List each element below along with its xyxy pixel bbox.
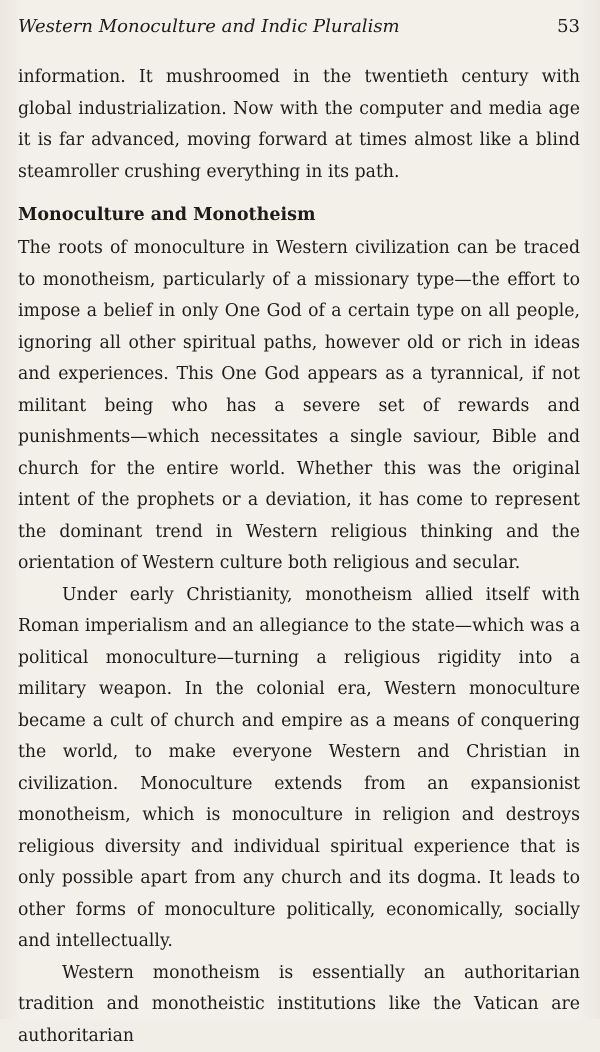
running-title: Western Monoculture and Indic Pluralism <box>18 12 400 42</box>
section-heading: Monoculture and Monotheism <box>18 200 580 231</box>
body-text <box>18 62 580 1052</box>
paragraph-western-monotheism: Western monotheism is essentially an authoritarian tradition and monotheistic institutions like the Vatican are authoritarian <box>18 958 580 1052</box>
paragraph-roots-of-monoculture: The roots of monoculture in Western civilization can be traced to monotheism, particularly of a missionary type—the effort to impose a belief in only One God of a certain type on all people, ignoring all other spiritual paths, however old or rich in ideas and experiences. This One God appears as a tyrannical, if not militant being who has a severe set of rewards and punishments—which necessitates a single saviour, Bible and church for the entire world. Whether this was the original intent of the prophets or a deviation, it has come to represent the dominant trend in Western religious thinking and the orientation of Western culture both religious and secular. <box>18 233 580 580</box>
opening-paragraph: information. It mushroomed in the twentieth century with global industrialization. Now with the computer and media age it is far advanced, moving forward at times almost like a blind steamroller crushing everything in its path. <box>18 62 580 188</box>
page-number: 53 <box>557 12 580 42</box>
running-header <box>18 12 580 42</box>
paragraph-early-christianity: Under early Christianity, monotheism allied itself with Roman imperialism and an allegiance to the state—which was a political monoculture—turning a religious rigidity into a military weapon. In the colonial era, Western monoculture became a cult of church and empire as a means of conquering the world, to make everyone Western and Christian in civilization. Monoculture extends from an expansionist monotheism, which is monoculture in religion and destroys religious diversity and individual spiritual experience that is only possible apart from any church and its dogma. It leads to other forms of monoculture politically, economically, socially and intellectually. <box>18 580 580 958</box>
